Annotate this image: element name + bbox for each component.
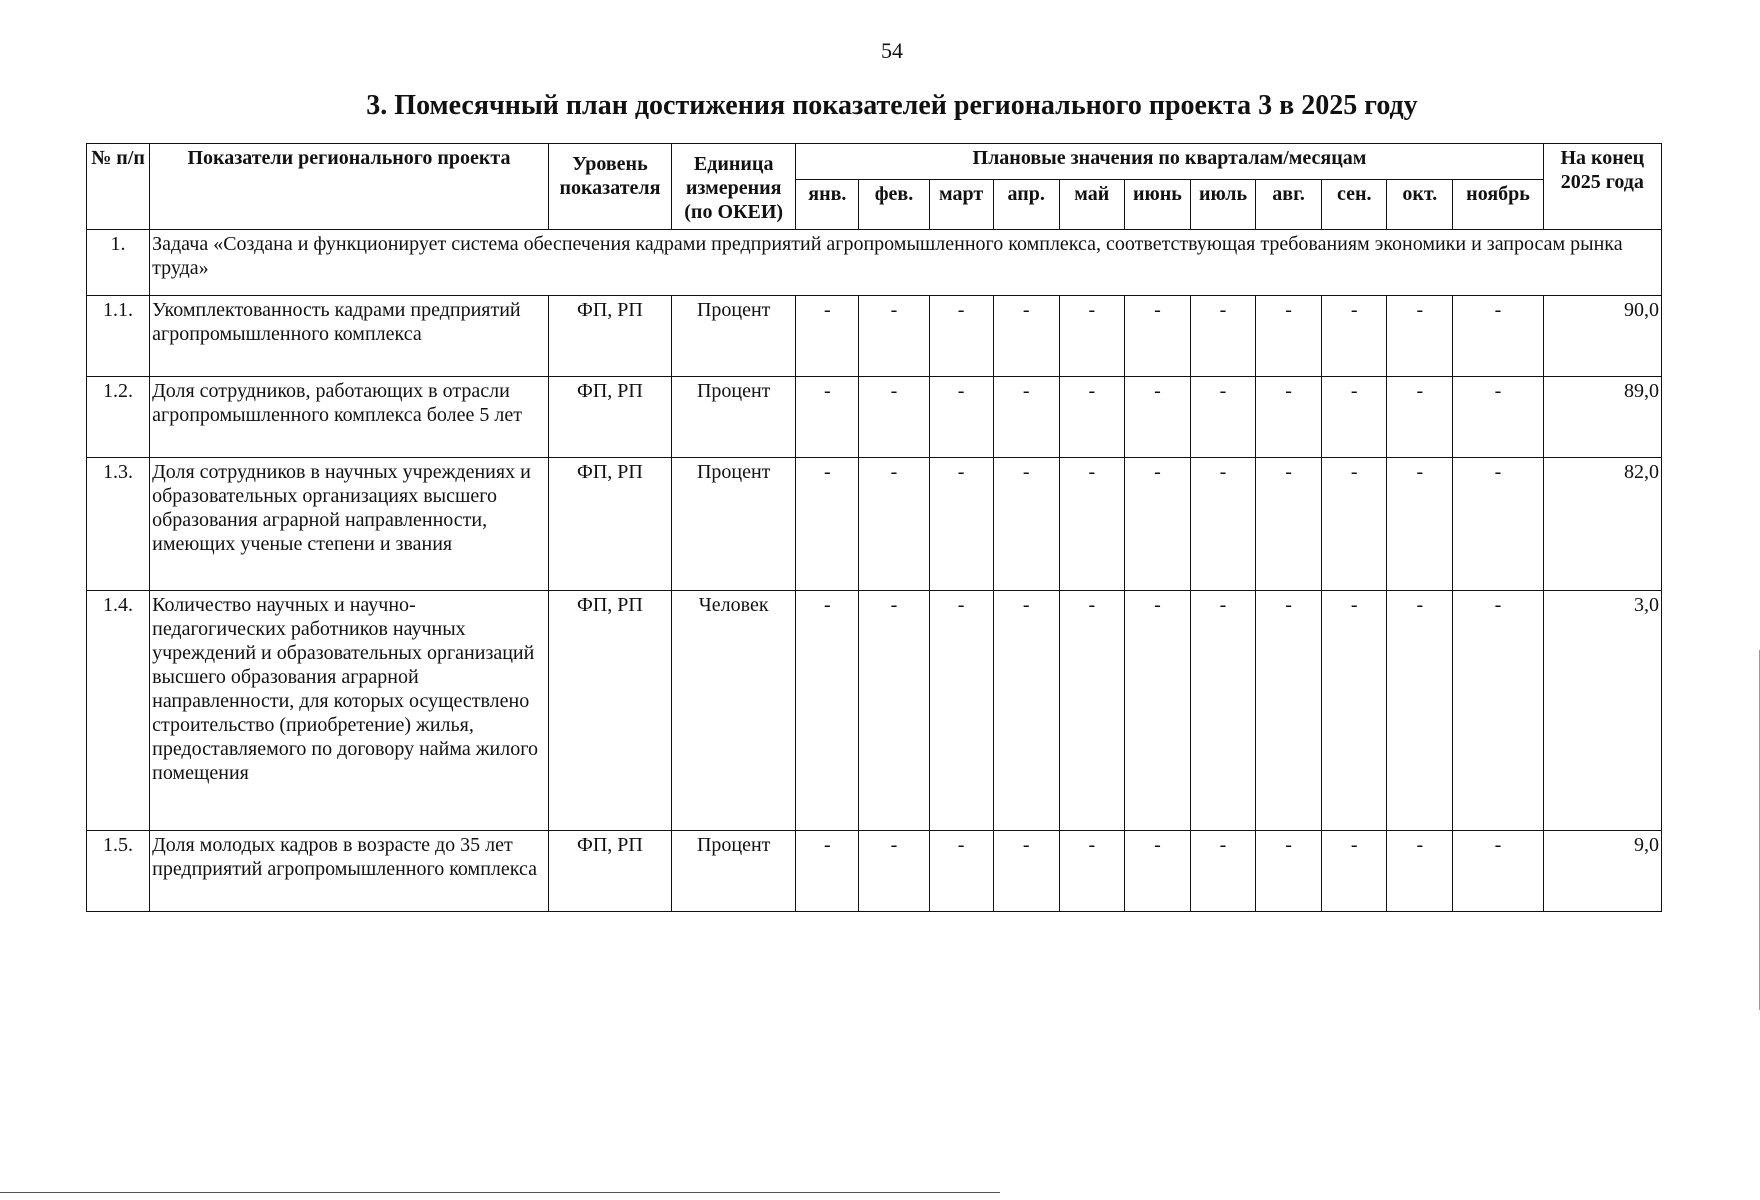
month-value: -	[1124, 296, 1190, 377]
month-value: -	[1387, 377, 1453, 458]
month-value: -	[929, 458, 993, 591]
goal-num: 1.	[87, 230, 150, 296]
header-month-apr: апр.	[993, 180, 1059, 230]
table-row	[87, 377, 1662, 458]
header-month-jun: июнь	[1124, 180, 1190, 230]
month-value: -	[1059, 377, 1124, 458]
indicator-unit: Процент	[672, 296, 796, 377]
month-value: -	[859, 831, 929, 912]
month-value: -	[993, 458, 1059, 591]
header-end: На конец 2025 года	[1543, 144, 1661, 230]
row-num: 1.1.	[87, 296, 150, 377]
month-value: -	[1059, 591, 1124, 831]
month-value: -	[1256, 831, 1322, 912]
header-indicator: Показатели регионального проекта	[150, 144, 549, 230]
month-value: -	[796, 458, 859, 591]
month-value: -	[1453, 296, 1543, 377]
month-value: -	[1322, 458, 1387, 591]
month-value: -	[929, 377, 993, 458]
month-value: -	[1256, 458, 1322, 591]
month-value: -	[859, 591, 929, 831]
month-value: -	[1059, 458, 1124, 591]
row-num: 1.2.	[87, 377, 150, 458]
month-value: -	[1322, 377, 1387, 458]
month-value: -	[796, 296, 859, 377]
indicator-name: Укомплектованность кадрами предприятий агропромышленного комплекса	[150, 296, 549, 377]
month-value: -	[1387, 458, 1453, 591]
row-num: 1.5.	[87, 831, 150, 912]
bottom-rule	[0, 1192, 1000, 1193]
page-title: 3. Помесячный план достижения показателей регионального проекта 3 в 2025 году	[366, 90, 1418, 121]
table-row	[87, 591, 1662, 831]
month-value: -	[929, 591, 993, 831]
indicator-level: ФП, РП	[548, 458, 671, 591]
indicator-name: Количество научных и научно-педагогических работников научных учреждений и образовательных организаций высшего образования аграрной направленности, для которых осуществлено строительство (приобретение) жилья, предоставляемого по договору найма жилого помещения	[150, 591, 549, 831]
indicator-level: ФП, РП	[548, 377, 671, 458]
month-value: -	[1387, 591, 1453, 831]
indicator-name: Доля сотрудников, работающих в отрасли агропромышленного комплекса более 5 лет	[150, 377, 549, 458]
table-row	[87, 296, 1662, 377]
month-value: -	[1256, 377, 1322, 458]
row-num: 1.3.	[87, 458, 150, 591]
header-month-mar: март	[929, 180, 993, 230]
indicator-level: ФП, РП	[548, 591, 671, 831]
header-month-feb: фев.	[859, 180, 929, 230]
month-value: -	[1190, 296, 1255, 377]
month-value: -	[1387, 831, 1453, 912]
header-num: № п/п	[87, 144, 150, 230]
goal-text: Задача «Создана и функционирует система обеспечения кадрами предприятий агропромышленного комплекса, соответствующая требованиям экономики и запросам рынка труда»	[150, 230, 1662, 296]
month-value: -	[1453, 591, 1543, 831]
month-value: -	[1124, 458, 1190, 591]
month-value: -	[796, 831, 859, 912]
indicator-name: Доля сотрудников в научных учреждениях и образовательных организациях высшего образования аграрной направленности, имеющих ученые степени и звания	[150, 458, 549, 591]
header-month-aug: авг.	[1256, 180, 1322, 230]
month-value: -	[1322, 591, 1387, 831]
month-value: -	[1256, 591, 1322, 831]
header-month-jul: июль	[1190, 180, 1255, 230]
month-value: -	[1059, 831, 1124, 912]
month-value: -	[1190, 831, 1255, 912]
month-value: -	[1059, 296, 1124, 377]
month-value: -	[796, 591, 859, 831]
month-value: -	[993, 831, 1059, 912]
month-value: -	[1124, 831, 1190, 912]
month-value: -	[929, 831, 993, 912]
month-value: -	[1387, 296, 1453, 377]
month-value: -	[859, 296, 929, 377]
month-value: -	[1322, 296, 1387, 377]
month-value: -	[859, 377, 929, 458]
end-value: 90,0	[1543, 296, 1661, 377]
header-month-may: май	[1059, 180, 1124, 230]
header-month-oct: окт.	[1387, 180, 1453, 230]
indicator-name: Доля молодых кадров в возрасте до 35 лет предприятий агропромышленного комплекса	[150, 831, 549, 912]
month-value: -	[1453, 458, 1543, 591]
goal-row	[87, 230, 1662, 296]
month-value: -	[993, 296, 1059, 377]
month-value: -	[859, 458, 929, 591]
header-level: Уровень показателя	[548, 144, 671, 230]
month-value: -	[993, 377, 1059, 458]
row-num: 1.4.	[87, 591, 150, 831]
month-value: -	[1453, 377, 1543, 458]
month-value: -	[993, 591, 1059, 831]
end-value: 89,0	[1543, 377, 1661, 458]
month-value: -	[1256, 296, 1322, 377]
table-row	[87, 458, 1662, 591]
month-value: -	[1190, 458, 1255, 591]
month-value: -	[1190, 591, 1255, 831]
end-value: 3,0	[1543, 591, 1661, 831]
month-value: -	[1453, 831, 1543, 912]
month-value: -	[1124, 591, 1190, 831]
month-value: -	[1322, 831, 1387, 912]
header-month-nov: ноябрь	[1453, 180, 1543, 230]
header-plan-group: Плановые значения по кварталам/месяцам	[796, 144, 1543, 180]
indicator-unit: Человек	[672, 591, 796, 831]
page-number: 54	[881, 38, 903, 63]
month-value: -	[1190, 377, 1255, 458]
indicator-unit: Процент	[672, 377, 796, 458]
indicator-unit: Процент	[672, 458, 796, 591]
header-month-sep: сен.	[1322, 180, 1387, 230]
monthly-plan-table	[86, 143, 1662, 912]
table-row	[87, 831, 1662, 912]
indicator-level: ФП, РП	[548, 296, 671, 377]
month-value: -	[1124, 377, 1190, 458]
end-value: 9,0	[1543, 831, 1661, 912]
indicator-level: ФП, РП	[548, 831, 671, 912]
indicator-unit: Процент	[672, 831, 796, 912]
month-value: -	[796, 377, 859, 458]
end-value: 82,0	[1543, 458, 1661, 591]
month-value: -	[929, 296, 993, 377]
header-month-jan: янв.	[796, 180, 859, 230]
header-unit: Единица измерения (по ОКЕИ)	[672, 144, 796, 230]
